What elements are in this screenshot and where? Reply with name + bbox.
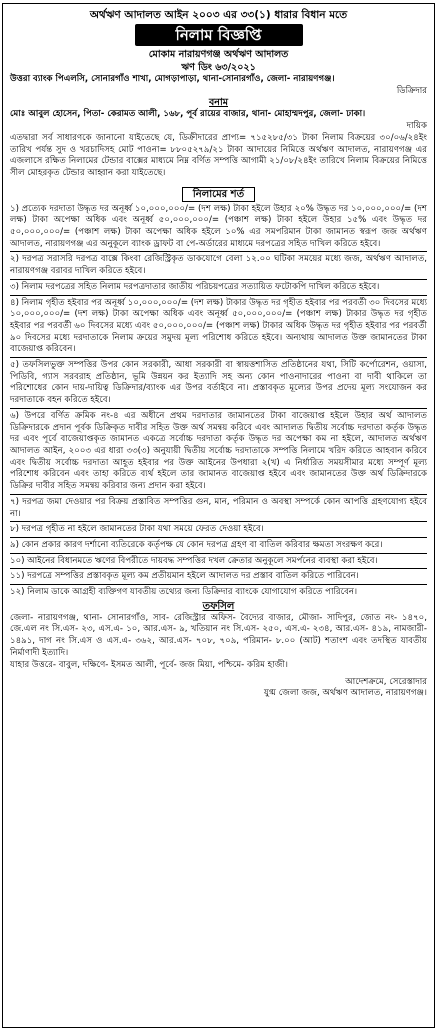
law-reference-line: অর্থঋণ আদালত আইন ২০০৩ এর ৩৩(১) ধারার বিধান মতে bbox=[89, 9, 348, 21]
intro-paragraph: এতদ্বারা সর্ব সাধারণকে জানানো যাইতেছে যে, ডিক্রীদারের প্রাপ্য= ৭১৫২৮৫/৩১ টাকা নিলাম বিক্রয়ের ৩০/০৬/২৪ইং তারিখ পর্যন্ত সুদ ও খরচাদিসহ মোট পাওনা= ৮৮০৫২৭৯/২১ টাকা আদায়ের নিমিত্তে অর্থঋণ আদালত, নারায়ণগঞ্জ এর এজলাসে রক্ষিত নিলামের টেন্ডার বাক্সের মাধ্যমে নিম্ন বর্ণিত সম্পত্তি আগামী ২১/০৮/২৪ইং তারিখে নিলাম বিক্রয়ের নিমিত্তে সীল মোহরকৃত টেন্ডার আহ্বান করা যাইতেছে। bbox=[10, 132, 427, 178]
auction-notice bbox=[2, 3, 435, 1028]
schedule-paragraph: জেলা- নারায়ণগঞ্জ, থানা- সোনারগাঁও, সাব- রেজিস্ট্রার অফিস- বৈদ্যের বাজার, মৌজা- সাদিপুর, জোত নং- ১৪৭০, জে.এল নং সি.এস- ২৩, এস.এ- ১০, আর.এস- ৯, খতিয়ান নং সি.এস- ২৫০, এস.এ- ২৩৪, আর.এস- ৪১৯, নামজারী- ১৪৯১, দাগ নং সি.এস ও এস.এ- ৩৬২, আর.এস- ৭০৮, ৭০৯, পরিমান- ৮.০০ (আট) শতাংশ এবং তদস্থিত যাবতীয় নির্মাণাদী ইত্যাদি। bbox=[10, 612, 427, 658]
condition-item: ১১) দরপত্রে সম্পত্তির প্রস্তাবকৃত মূল্য কম প্রতীয়মান হইলে আদালত দর প্রস্তাব বাতিল করিতে পারিবেন। bbox=[10, 571, 359, 582]
defendant-block bbox=[10, 109, 427, 121]
divider bbox=[10, 279, 427, 280]
notice-title: নিলাম বিজ্ঞপ্তি bbox=[135, 24, 303, 46]
condition-item: ১২) নিলাম ডাকে আগ্রহী ব্যক্তিগণ যাবতীয় তথ্যের জন্য ডিক্রিদার ব্যাংকে যোগাযোগ করিতে পারিবেন। bbox=[10, 587, 358, 598]
condition-item: ৫) তফসিলভুক্ত সম্পত্তির উপর কোন সরকারী, আধা সরকারী বা স্বায়ত্তশাসিত প্রতিষ্ঠানের যথা, সিটি কর্পোরেশন, ওয়াসা, পিডিবি, গ্যাস সরবরাহ প্রতিষ্ঠান, ভূমি উন্নয়ন কর ইত্যাদি সহ অন্য কোন পাওনাদারের পাওনা বা দাবী থাকিলে তা পরিশোধের কোন দায়-দায়িত্ব ডিক্রিদার/ব্যাংক এর উপর বর্তাইবে না। প্রস্তাবকৃত মূল্যের উপর প্রদেয় মূল্য সংযোজন কর দরদাতাকে বহন করিতে হইবে। bbox=[10, 360, 427, 406]
condition-item: ৯) কোন প্রকার কারণ দর্শানো ব্যতিরেকে কর্তৃপক্ষ যে কোন দরপত্র গ্রহণ বা বাতিল করিবার ক্ষমতা সংরক্ষণ করে। bbox=[10, 539, 383, 550]
divider bbox=[10, 357, 427, 358]
order-office: যুগ্ম জেলা জজ, অর্থঋণ আদালত, নারায়ণগঞ্জ। bbox=[263, 688, 427, 699]
divider bbox=[10, 568, 427, 569]
order-signature bbox=[10, 677, 427, 699]
versus-label: বনাম bbox=[209, 97, 228, 109]
order-by: আদেশক্রমে, সেরেস্তাদার bbox=[345, 677, 427, 688]
divider bbox=[10, 295, 427, 296]
plaintiff-block bbox=[10, 74, 427, 86]
condition-item: ১০) আইনের বিধানমতে ঋণের বিপরীতে দায়বদ্ধ সম্পত্তির দখল ক্রেতার অনুকূলে সমর্পনের ব্যবস্থা করা হইবে। bbox=[10, 555, 378, 566]
divider bbox=[10, 537, 427, 538]
condition-item: ৪) নিলাম গৃহীত হইবার পর অনূর্ধ্ব ১০,০০০,০০০/= (দশ লক্ষ) টাকার উদ্ধৃত দর গৃহীত হইবার পর পরবর্তী ৩০ দিবসের মধ্যে ১০,০০০,০০০/= (দশ লক্ষ) টাকা অপেক্ষা অধিক এবং অনূর্ধ্ব ৫০,০০০,০০০/= (পঞ্চাশ লক্ষ) টাকার উদ্ধৃত দর গৃহীত হইবার পর পরবর্তী ৬০ দিবসের মধ্যে এবং ৫০,০০০,০০০/= (পঞ্চাশ লক্ষ) টাকার অধিক উদ্ধৃত দর গৃহীত হইবার পর পরবর্তী ৯০ দিবসের মধ্যে দরদাতাকে নিলাম ক্রয়ের সমুদয় মূল্য পরিশোধ করিতে হইবে। অন্যথায় আদালত উক্ত জামানতের টাকা বাজেয়াপ্ত করিবেন। bbox=[10, 297, 427, 355]
boundary-paragraph: যাহার উত্তরে- বাবুল, দক্ষিণে- ইসমত আলী, পূর্বে- জজ মিয়া, পশ্চিমে- করিম হাজী। bbox=[10, 659, 288, 670]
condition-item: ৮) দরপত্র গৃহীত না হইলে জামানতের টাকা যথা সময়ে ফেরত দেওয়া হইবে। bbox=[10, 524, 264, 535]
divider bbox=[10, 553, 427, 554]
condition-item: ২) দরপত্র সরাসরি দরপত্র বাক্সে কিংবা রেজিস্ট্রিকৃত ডাকযোগে বেলা ১২.০০ ঘটিকা সময়ের মধ্যে জজ, অর্থঋণ আদালত, নারায়ণগঞ্জ বরাবর দাখিল করিতে হইবে। bbox=[10, 254, 427, 277]
defendant-name: মোঃ আবুল হোসেন, পিতা- কেরামত আলী, ১৬৮, পূর্ব রায়ের বাজার, থানা- মোহাম্মদপুর, জেলা- ঢাকা। bbox=[10, 109, 366, 120]
divider bbox=[10, 494, 427, 495]
condition-item: ৭) দরপত্র জমা দেওয়ার পর বিক্রয় প্রস্তাবিত সম্পত্তির গুন, মান, পরিমান ও অবস্থা সম্পর্কে কোন আপত্তি গ্রহণযোগ্য হইবে না। bbox=[10, 496, 427, 519]
condition-item: ৬) উপরে বর্ণিত ক্রমিক নং-৪ এর অধীনে প্রথম দরদাতার জামানতের টাকা বাজেয়াপ্ত হইলে উহার অর্থ আদালত ডিক্রিদারকে প্রদান পূর্বক ডিক্রিকৃত দাবীর সহিত উক্ত অর্থ সমন্বয় করিবে এবং আদালত দ্বিতীয় সর্বোচ্চ দরদাতা কর্তৃক উদ্ধৃত দর এবং পূর্বে বাজেয়াপ্তকৃত জামানত একত্রে সর্বোচ্চ দরদাতা কর্তৃক উদ্ধৃত দর অপেক্ষা কম না হইলে, আদালত অর্থঋণ আদালত আইন, ২০০৩ এর ধারা ৩৩(৩) অনুযায়ী দ্বিতীয় সর্বোচ্চ দরদাতাকে সম্পত্তি নিলামে খরিদ করিতে আহবান করিবে এবং দ্বিতীয় সর্বোচ্চ দরদাতা আহূত হইবার পর উক্ত আইনের উপধারা ২(খ) এ নির্ধারিত সময়সীমার মধ্যে সম্পূর্ণ মূল্য পরিশোধ করিবেন এবং তাহা করিতে ব্যর্থ হইলে তার জামানত বাজেয়াপ্ত হইবে এবং জামানতের উক্ত অর্থ ডিক্রিদারকে ডিক্রির দাবীর সহিত সমন্বয় করিবার জন্য প্রদান করা হইবে। bbox=[10, 410, 427, 492]
schedule-heading: তফসিল bbox=[202, 600, 235, 612]
divider bbox=[10, 408, 427, 409]
divider bbox=[10, 521, 427, 522]
plaintiff-name: উত্তরা ব্যাংক পিএলসি, সোনারগাঁও শাখা, মোগড়াপাড়া, থানা-সোনারগাঁও, জেলা- নারায়ণগঞ্জ। bbox=[10, 74, 335, 84]
condition-item: ৩) নিলাম দরপত্রের সহিত নিলাম দরপত্রদাতার জাতীয় পরিচয়পত্রের সত্যায়িত ফটোকপি দাখিল করিতে হইবে। bbox=[10, 281, 380, 292]
case-number: ঋণ ডিং ৬৩/২০২১ bbox=[181, 62, 256, 73]
court-name: মোকাম নারায়ণগঞ্জ অর্থঋণ আদালত bbox=[148, 49, 289, 60]
conditions-heading bbox=[10, 182, 427, 202]
divider bbox=[10, 251, 427, 252]
conditions-title: নিলামের শর্ত bbox=[182, 187, 255, 202]
condition-item: ১) প্রত্যেক দরদাতা উদ্ধৃত দর অনূর্ধ্ব ১০,০০০,০০০/= (দশ লক্ষ) টাকা হইলে উহার ২০% উদ্ধৃত দর ১০,০০০,০০০/= (দশ লক্ষ) টাকা অপেক্ষা অধিক এবং অনূর্ধ্ব ৫০,০০০,০০০/= (পঞ্চাশ লক্ষ) টাকা হইলে উহার ১৫% এবং উদ্ধৃত দর ৫০,০০০,০০০/= (পঞ্চাশ লক্ষ) টাকা অপেক্ষা অধিক হইলে ১০% এর সমপরিমান টাকা জামানত স্বরূপ জজ অর্থঋণ আদালত, নারায়ণগঞ্জ এর অনুকূলে ব্যাংক ড্রাফট বা পে-অর্ডারের মাধ্যমে দরপত্রের সহিত দাখিল করিতে হইবে। bbox=[10, 203, 427, 249]
divider bbox=[10, 584, 427, 585]
defendant-role: দায়িক bbox=[406, 121, 427, 132]
plaintiff-role: ডিক্রিদার bbox=[396, 85, 427, 96]
